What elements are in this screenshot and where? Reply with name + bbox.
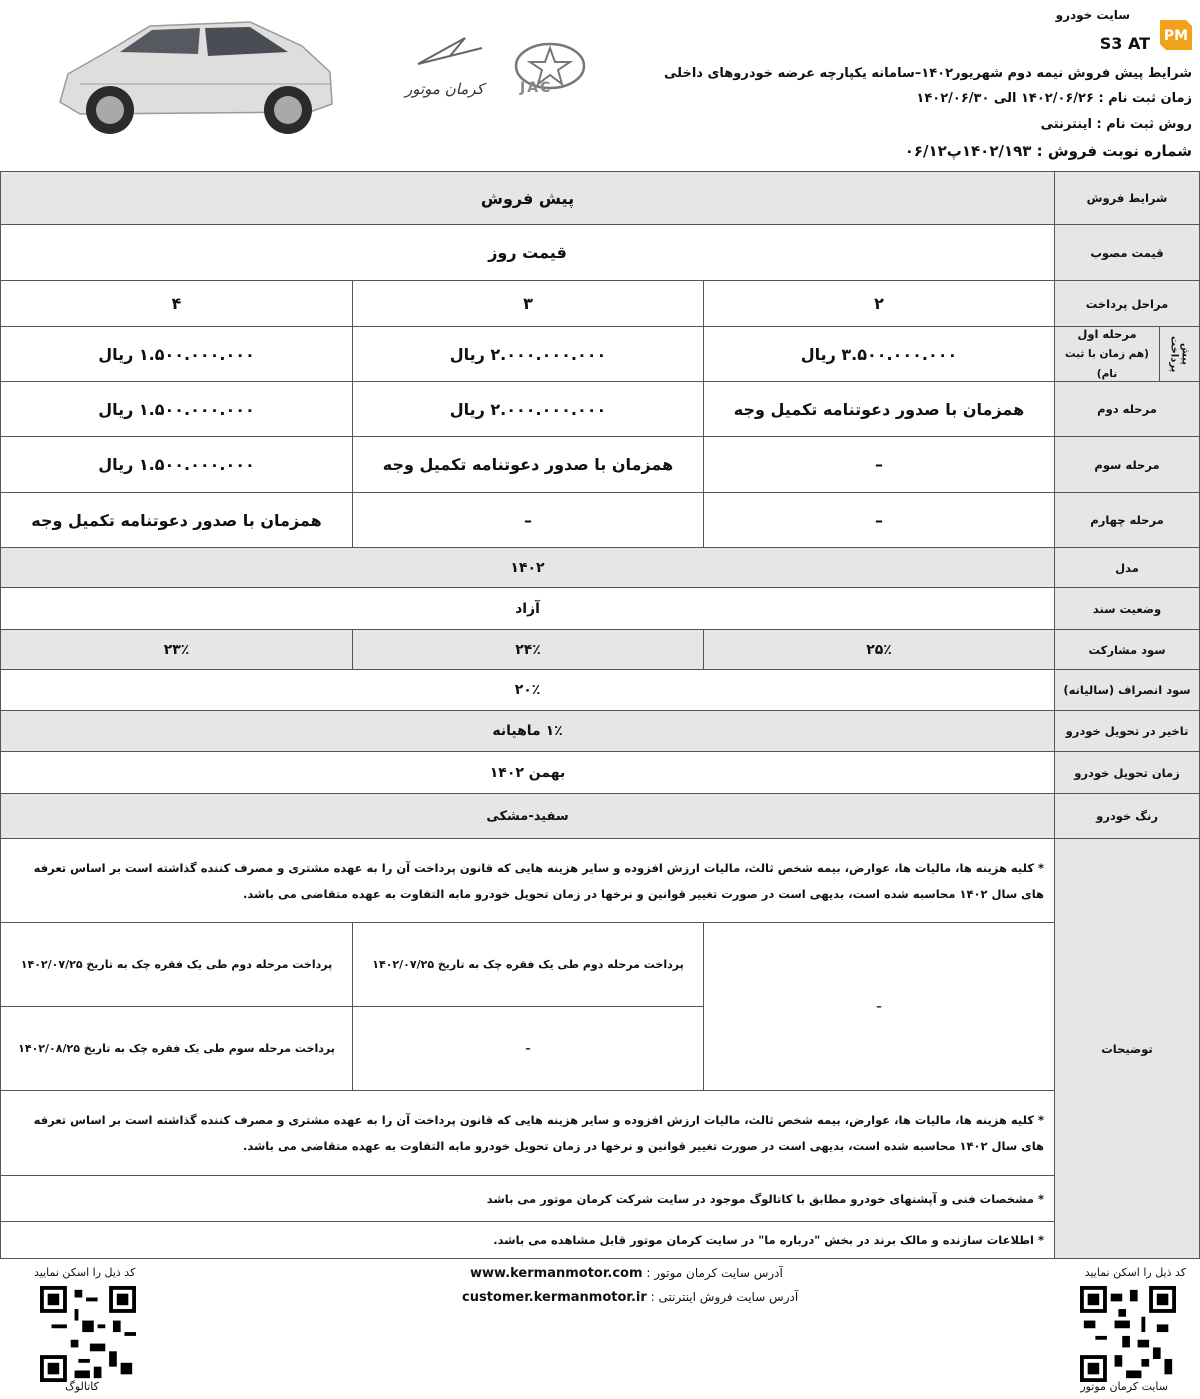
stage-col-2: ۲ [703, 280, 1055, 327]
stage1-label: مرحله اول [1077, 327, 1137, 341]
color-label: رنگ خودرو [1054, 793, 1200, 839]
sale-conditions-label: شرایط فروش [1054, 171, 1200, 225]
jac-brand: JAC [520, 80, 553, 96]
participation-col4: ۲۳٪ [0, 629, 353, 670]
qr-code-catalog[interactable] [40, 1286, 136, 1382]
svg-text:PM: PM [1163, 28, 1189, 44]
stage4-col4: همزمان با صدور دعوتنامه تکمیل وجه [0, 492, 353, 548]
cancel-label: سود انصراف (سالیانه) [1054, 669, 1200, 711]
registration-time: زمان ثبت نام : ۱۴۰۲/۰۶/۲۶ الی ۱۴۰۲/۰۶/۳۰ [916, 91, 1192, 106]
site-url-link[interactable]: www.kermanmotor.com [470, 1266, 643, 1281]
prepayment-label-cell [1159, 326, 1200, 382]
participation-label: سود مشارکت [1054, 629, 1200, 670]
stage4-col3: – [352, 492, 704, 548]
notes-label: توضیحات [1054, 838, 1200, 1259]
model-name: S3 AT [1099, 34, 1150, 53]
check-col4-row2: پرداخت مرحله سوم طی یک فقره چک به تاریخ ۱۴۰۲/۰۸/۲۵ [0, 1006, 353, 1091]
stage-col-3: ۳ [352, 280, 704, 327]
kerman-motor-logo [410, 34, 490, 74]
scan-instruction-left: کد ذیل را اسکن نمایید [34, 1266, 136, 1279]
stage2-label: مرحله دوم [1054, 381, 1200, 437]
check-col3-row2: – [352, 1006, 704, 1091]
stage4-col2: – [703, 492, 1055, 548]
model-value: ۱۴۰۲ [0, 547, 1055, 588]
qr-code-website[interactable] [1080, 1286, 1176, 1382]
model-label: مدل [1054, 547, 1200, 588]
stage3-col2: – [703, 436, 1055, 493]
stage2-col3: ۲.۰۰۰.۰۰۰.۰۰۰ ریال [352, 381, 704, 437]
site-watermark-logo [1156, 14, 1196, 54]
kerman-motor-brand: کرمان موتور [405, 80, 484, 98]
stage1-label-cell [1054, 326, 1160, 382]
note-tax-2: * کلیه هزینه ها، مالیات ها، عوارض، بیمه شخص ثالث، مالیات ارزش افزوده و سایر هزینه هایی که قانون پرداخت آن را به عهده مشتری و مصرف کننده گذاشته است بر اساس تعرفه های سال ۱۴۰۲ محاسبه شده است، بدیهی است در صورت تغییر قوانین و نرخها در زمان تحویل خودرو مابه التفاوت به عهده متقاضی می باشد. [0, 1090, 1055, 1176]
doc-status-label: وضعیت سند [1054, 587, 1200, 630]
note-specs: * مشخصات فنی و آپشنهای خودرو مطابق با کاتالوگ موجود در سایت شرکت کرمان موتور می باشد [0, 1175, 1055, 1222]
scan-instruction-right: کد ذیل را اسکن نمایید [1084, 1266, 1186, 1279]
stage1-sublabel: (هم زمان با ثبت نام) [1065, 348, 1149, 380]
stage1-col3: ۲.۰۰۰.۰۰۰.۰۰۰ ریال [352, 326, 704, 382]
delay-label: تاخیر در تحویل خودرو [1054, 710, 1200, 752]
sale-conditions-value: پیش فروش [0, 171, 1055, 225]
delivery-label: زمان تحویل خودرو [1054, 751, 1200, 794]
stage1-col4: ۱.۵۰۰.۰۰۰.۰۰۰ ریال [0, 326, 353, 382]
registration-method: روش ثبت نام : اینترنتی [1040, 117, 1192, 132]
stage3-col3: همزمان با صدور دعوتنامه تکمیل وجه [352, 436, 704, 493]
color-value: سفید-مشکی [0, 793, 1055, 839]
check-col2-dash: – [703, 922, 1055, 1091]
payment-stages-label: مراحل پرداخت [1054, 280, 1200, 327]
stage2-col4: ۱.۵۰۰.۰۰۰.۰۰۰ ریال [0, 381, 353, 437]
stage-col-4: ۴ [0, 280, 353, 327]
stage1-col2: ۳.۵۰۰.۰۰۰.۰۰۰ ریال [703, 326, 1055, 382]
participation-col2: ۲۵٪ [703, 629, 1055, 670]
check-col4-row1: پرداخت مرحله دوم طی یک فقره چک به تاریخ ۱۴۰۲/۰۷/۲۵ [0, 922, 353, 1007]
stage4-label: مرحله چهارم [1054, 492, 1200, 548]
doc-status-value: آزاد [0, 587, 1055, 630]
qr-caption-website: سایت کرمان موتور [1080, 1380, 1168, 1393]
stage3-label: مرحله سوم [1054, 436, 1200, 493]
qr-caption-catalog: کاتالوگ [65, 1380, 99, 1393]
sale-number: شماره نوبت فروش : ۱۴۰۲/۱۹۳پ۰۶/۱۲ [904, 142, 1192, 160]
approved-price-label: قیمت مصوب [1054, 224, 1200, 281]
stage3-col4: ۱.۵۰۰.۰۰۰.۰۰۰ ریال [0, 436, 353, 493]
note-brand-info: * اطلاعات سازنده و مالک برند در بخش "درباره ما" در سایت کرمان موتور قابل مشاهده می باشد. [0, 1221, 1055, 1259]
site-address-label: آدرس سایت کرمان موتور : [646, 1266, 783, 1280]
site-address-row [470, 1266, 783, 1281]
note-tax-1: * کلیه هزینه ها، مالیات ها، عوارض، بیمه شخص ثالث، مالیات ارزش افزوده و سایر هزینه هایی که قانون پرداخت آن را به عهده مشتری و مصرف کننده گذاشته است بر اساس تعرفه های سال ۱۴۰۲ محاسبه شده است، بدیهی است در صورت تغییر قوانین و نرخها در زمان تحویل خودرو مابه التفاوت به عهده متقاضی می باشد. [0, 838, 1055, 923]
sales-url-link[interactable]: customer.kermanmotor.ir [462, 1290, 647, 1305]
car-image [40, 12, 340, 142]
approved-price-value: قیمت روز [0, 224, 1055, 281]
stage2-col2: همزمان با صدور دعوتنامه تکمیل وجه [703, 381, 1055, 437]
delivery-value: بهمن ۱۴۰۲ [0, 751, 1055, 794]
sale-title: شرایط پیش فروش نیمه دوم شهریور۱۴۰۲–سامانه یکپارچه عرضه خودروهای داخلی [664, 66, 1192, 81]
sales-address-row [462, 1290, 798, 1305]
delay-value: ۱٪ ماهیانه [0, 710, 1055, 752]
sales-address-label: آدرس سایت فروش اینترنتی : [650, 1290, 799, 1304]
participation-col3: ۲۴٪ [352, 629, 704, 670]
check-col3-row1: پرداخت مرحله دوم طی یک فقره چک به تاریخ ۱۴۰۲/۰۷/۲۵ [352, 922, 704, 1007]
cancel-value: ۲۰٪ [0, 669, 1055, 711]
prepayment-label: پیش پرداخت [1168, 335, 1191, 373]
header-cut-text: سایت خودرو [1055, 8, 1130, 22]
